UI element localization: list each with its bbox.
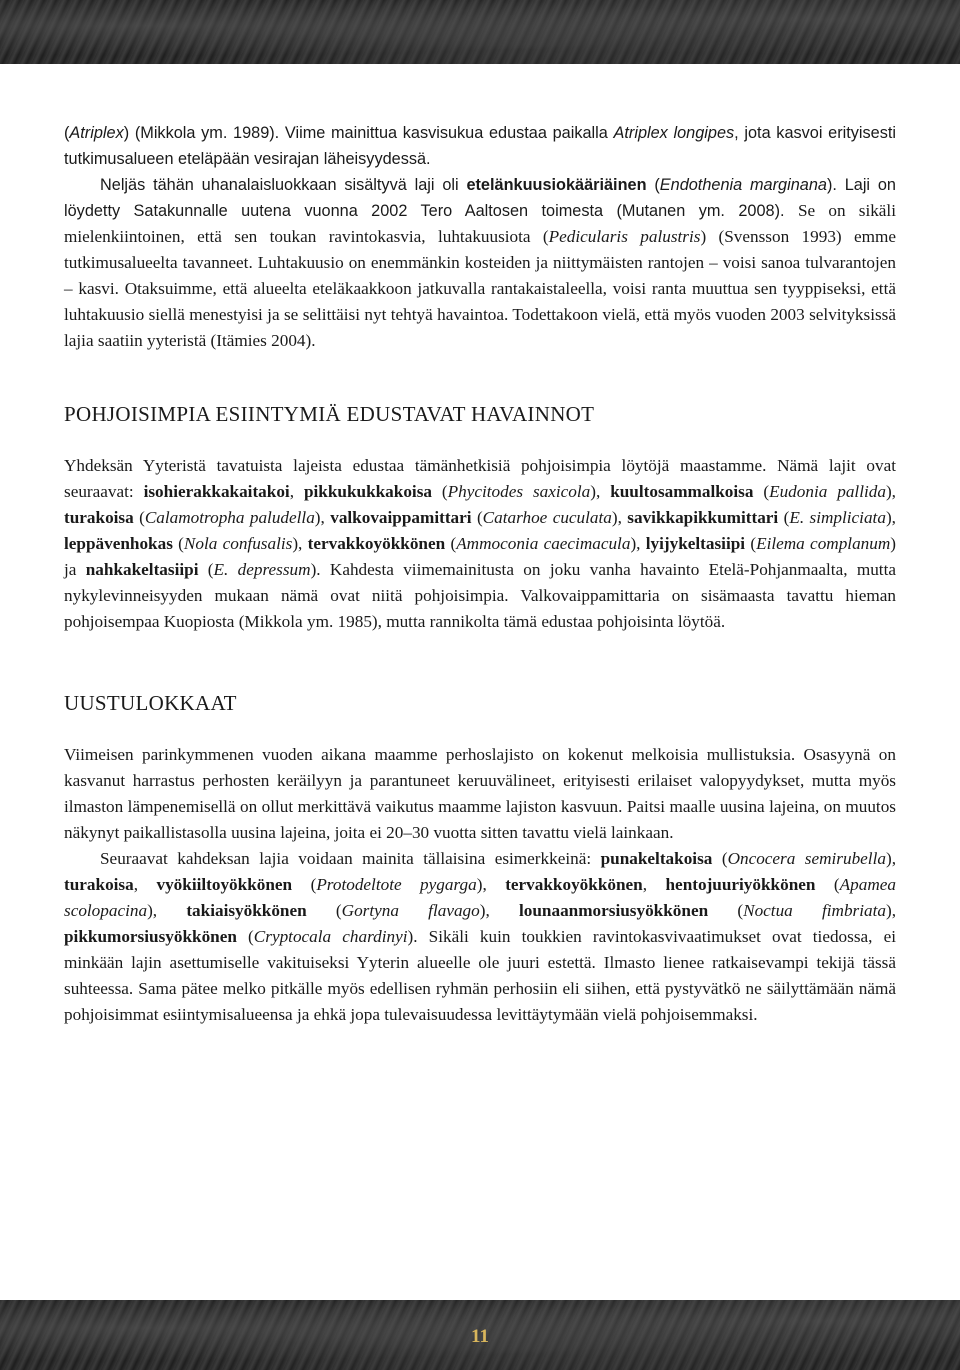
species-name: Endothenia marginana [659,176,827,194]
text-run: ( [133,508,145,527]
section-heading-newcomers: UUSTULOKKAAT [64,691,237,715]
species-common-name: leppävenhokas [64,534,173,553]
species-common-name: takiaisyökkönen [186,901,307,920]
text-run: ), [314,508,331,527]
text-run: ( [236,927,254,946]
species-common-name: tervakkoyökkönen [505,875,643,894]
text-run: , [642,875,666,894]
text-run: , jota kasvoi erityisesti tutkimusalueen eteläpään vesirajan läheisyydessä. [64,124,896,168]
text-run: ), [590,482,611,501]
text-run: ) (Svensson 1993) emme tutkimusalueelta tavanneet. Luhtakuusio on enemmänkin kosteiden ja niittymäisten rantojen – voisi sanoa tulvarantojen – kasvi. Otaksuimme, että alueelta eteläkaakkoon jatkuvalla rantakaistaleella, voisi ranta muuttua sen tyyppiseksi, että luhtakuusio siellä menestyisi ja se selittäisi nyt tehtyä havaintoa. Todettakoon vielä, että myös vuoden 2003 selvityksissä lajia saatiin yyteristä (Itämies 2004). [64,227,896,350]
species-common-name: lyijykeltasiipi [645,534,746,553]
species-common-name: punakeltakoisa [600,849,713,868]
species-name: Catarhoe cuculata [482,508,612,527]
text-run: ( [306,901,342,920]
page-number: 11 [471,1326,489,1347]
text-run: , [133,875,157,894]
text-run: ), [885,901,897,920]
text-run: ( [198,560,214,579]
species-name: Cryptocala chardinyi [253,927,408,946]
species-common-name: valkovaippamittari [330,508,472,527]
text-run: ( [445,534,457,553]
text-run: ( [778,508,790,527]
text-run: ( [172,534,184,553]
text-run: Neljäs tähän uhanalaisluokkaan sisältyvä laji oli [100,176,467,194]
text-run: ). Kahdesta viimemainitusta on joku vanha havainto Etelä-Pohjanmaalta, mutta nykylevinneisyyden mukaan nämä ovat niitä pohjoisimpia. Valkovaippamittaria on sisämaasta tavattu hieman pohjoisempaa Kuopiosta (Mikkola ym. 1985), mutta rannikolta tämä edustaa pohjoisinta löytöä. [64,560,896,631]
species-common-name: hentojuuriyökkönen [665,875,816,894]
species-name: Protodeltote pygarga [316,875,477,894]
text-run: Seuraavat kahdeksan lajia voidaan mainita tällaisina esimerkkeinä: [100,849,601,868]
species-name: Apamea scolopacina [64,875,896,920]
text-run: ), [885,849,896,868]
species-name: Atriplex longipes [613,124,735,142]
text-run: ( [64,124,70,142]
species-name: Gortyna flavago [341,901,480,920]
text-run: ), [147,901,187,920]
species-name: Ammoconia caecimacula [456,534,631,553]
species-common-name: turakoisa [64,875,134,894]
text-run: ) ja [64,534,896,579]
species-common-name: turakoisa [64,508,134,527]
intro-paragraph-1 [64,120,896,172]
species-common-name: lounaanmorsiusyökkönen [519,901,709,920]
text-run: ( [815,875,840,894]
species-common-name: nahkakeltasiipi [85,560,199,579]
species-common-name: pikkumorsiusyökkönen [64,927,237,946]
text-run: ). Sikäli kuin toukkien ravintokasvivaatimukset ovat tiedossa, ei minkään lajin asettumiselle vakituiseksi Yyterin alueelle ole juuri estettä. Ilmasto lienee ratkaisevampi tekijä tässä suhteessa. Sama pätee melko pitkälle myös edellisen ryhmän perhosiin eli siihen, että pystyvätkö ne säilyttämään nämä pohjoisimmat esiintymisalueensa ja ehkä jopa tulevaisuudessa levittäytymään vielä pohjoisemmaksi. [64,927,896,1024]
page-content [64,120,896,1028]
species-common-name: pikkukukkakoisa [303,482,432,501]
text-run: ( [745,534,757,553]
text-run: ), [611,508,628,527]
header-texture-band [0,0,960,64]
species-name: E. depressum [213,560,311,579]
text-run: ), [292,534,308,553]
species-common-name: savikkapikkumittari [627,508,779,527]
text-run: ), [630,534,646,553]
text-run: ), [476,875,506,894]
text-run: ), [479,901,519,920]
text-run: Se on sikäli mielenkiintoinen, että sen toukan ravintokasvia, luhtakuusiota ( [64,201,896,246]
section2-paragraph-1: Viimeisen parinkymmenen vuoden aikana maamme perhoslajisto on kokenut melkoisia mullistuksia. Osasyynä on kasvanut harrastus perhosten keräilyyn ja parantuneet keruuvälineet, erityisesti erilaiset valopyydykset, mutta myös ilmaston lämpenemisellä on ollut merkittävä vaikutus maamme lajiston kasvuun. Paitsi maalle uusina lajeina, on muutos näkynyt paikallistasolla uusina lajeina, joita ei 20–30 vuotta sitten tavattu vielä lainkaan. [64,745,896,842]
species-name: Eudonia pallida [769,482,886,501]
species-common-name: vyökiiltoyökkönen [156,875,293,894]
species-name: Atriplex [69,124,124,142]
section-heading-northernmost: POHJOISIMPIA ESIINTYMIÄ EDUSTAVAT HAVAINNOT [64,402,595,426]
species-common-name: etelänkuusiokääriäinen [466,176,647,194]
text-run: ( [292,875,317,894]
species-name: Pedicularis palustris [548,227,701,246]
text-run: ), [885,482,896,501]
text-run: ( [708,901,744,920]
species-common-name: kuultosammalkoisa [610,482,754,501]
intro-paragraph-2 [64,172,896,354]
species-name: Phycitodes saxicola [447,482,591,501]
section2-paragraph-2 [64,846,896,1028]
text-run: , [289,482,304,501]
species-name: E. simpliciata [789,508,886,527]
text-run: ( [432,482,448,501]
species-common-name: tervakkoyökkönen [307,534,446,553]
text-run: ( [471,508,483,527]
species-name: Oncocera semirubella [727,849,886,868]
text-run: ) (Mikkola ym. 1989). Viime mainittua kasvisukua edustaa paikalla [123,124,614,142]
species-name: Nola confusalis [183,534,293,553]
species-name: Calamotropha paludella [144,508,315,527]
text-run: ( [712,849,728,868]
species-name: Noctua fimbriata [743,901,886,920]
text-run: ( [646,176,660,194]
species-common-name: isohierakkakaitakoi [143,482,290,501]
section1-paragraph [64,453,896,635]
text-run: ), [885,508,896,527]
text-run: ). Laji on löydetty Satakunnalle uutena vuonna 2002 Tero Aaltosen toimesta (Mutanen ym. 2008). [64,176,896,220]
species-name: Eilema complanum [756,534,891,553]
text-run: Yhdeksän Yyteristä tavatuista lajeista edustaa tämänhetkisiä pohjoisimpia löytöjä maastamme. Nämä lajit ovat seuraavat: [64,456,896,501]
text-run: ( [753,482,770,501]
